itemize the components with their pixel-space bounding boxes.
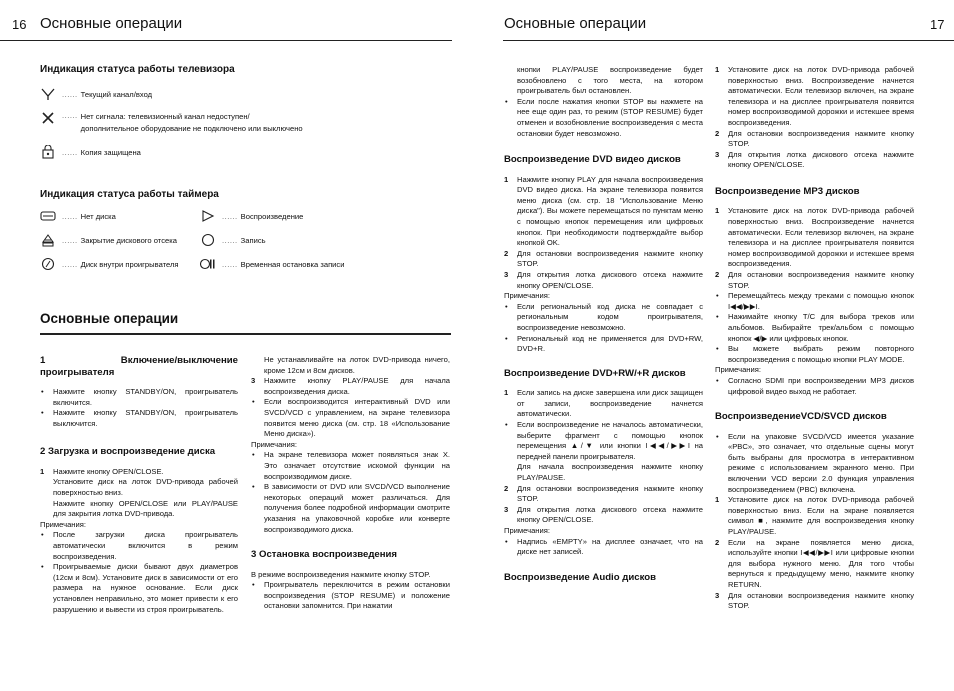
bullet-item: • Если на упаковке SVCD/VCD имеется указание «PBC», это означает, что отдельные сцены могут быть выбраны для просмотра в интерактивном режиме с использованием экранного меню. При включении VCD версии 2.0 функция управления воспроизведением (PBC) включена.: [715, 432, 914, 496]
tv-status-label: Нет сигнала: телевизионный канал недоступен/: [80, 112, 250, 121]
bullet-item: • Если воспроизводится интерактивный DVD или SVCD/VCD с управлением, на экране телевизора появится меню диска (см. стр. 18 «Использование Меню диска»).: [251, 397, 450, 439]
pause-record-icon: [200, 257, 216, 271]
left-page-number: 16: [12, 17, 27, 32]
left-page-title: Основные операции: [40, 15, 183, 32]
timer-status-label: Закрытие дискового отсека: [80, 235, 177, 245]
section-heading: Воспроизведение DVD видео дисков: [504, 154, 681, 166]
numbered-item: 3 Для открытия лотка дискового отсека нажмите кнопку OPEN/CLOSE.: [504, 270, 703, 290]
bullet-item: • Если воспроизведение не началось автоматически, выберите фрагмент с помощью кнопок перемещения ▲/▼ или кнопки I◀◀/▶▶I на передней панели проигрывателя.: [504, 420, 703, 462]
column-1: [40, 355, 238, 615]
bullet-item: • В зависимости от DVD или SVCD/VCD выполнение некоторых операций может различаться. Для получения более подробной информации смотрите указания на упаковочной коробке или конверте воспроизводимого диска.: [251, 482, 450, 535]
numbered-item: 3 Для остановки воспроизведения нажмите кнопку STOP.: [715, 590, 914, 611]
notes-label: Примечания:: [504, 525, 550, 535]
paragraph: кнопки PLAY/PAUSE воспроизведение будет возобновлено с того места, на котором проигрыватель был остановлен.: [517, 65, 703, 96]
numbered-item: 1 Установите диск на лоток DVD-привода рабочей поверхностью вниз. Воспроизведение начнется автоматически. Если телевизор включен, на экране телевизора и на дисплее проигрывателя появится номер воспроизводимой дорожки и истекшее время воспроизведения.: [715, 65, 914, 127]
play-icon: [200, 209, 216, 223]
tv-status-label: Текущий канал/вход: [80, 89, 153, 99]
tv-status-row: ...... Копия защищена: [40, 145, 141, 159]
bullet-item: • Вы можете выбрать режим повторного воспроизведения с помощью кнопки PLAY MODE.: [715, 344, 914, 365]
right-page-number: 17: [930, 17, 945, 32]
notes-label: Примечания:: [40, 519, 86, 529]
bullet-item: • Нажимайте кнопку T/C для выбора треков или альбомов. Выбирайте трек/альбом с помощью кнопок ◀/▶ или цифровых кнопок.: [715, 312, 914, 344]
tray-icon: [40, 209, 56, 223]
timer-status-label: Временная остановка записи: [240, 259, 345, 269]
numbered-item: 2 Для остановки воспроизведения нажмите кнопку STOP.: [504, 483, 703, 504]
numbered-item: 2 Для остановки воспроизведения нажмите кнопку STOP.: [504, 248, 703, 269]
section-heading: 3 Остановка воспроизведения: [251, 549, 398, 561]
timer-status-row: ...... Закрытие дискового отсека: [40, 233, 177, 247]
bullet-item: • Проигрываемые диски бывают двух диаметров (12см и 8см). Установите диск в зависимости от его размера на нужное основание. Если диск установлен неправильно, это может привести к его разрушению и вывести из строя проигрыватель.: [40, 562, 238, 615]
bullet-item: • Если после нажатия кнопки STOP вы нажмете на нее еще один раз, то режим (STOP RESUME) будет отменен и возобновление воспроизведения с места остановки будет невозможно.: [504, 97, 703, 139]
bullet-item: • Если региональный код диска не совпадает с региональным кодом проигрывателя, воспроизведение невозможно.: [504, 302, 703, 334]
numbered-item: 1 Установите диск на лоток DVD-привода рабочей поверхностью вниз. Если на экране появляется символ ■, нажмите для воспроизведения кнопку PLAY/PAUSE.: [715, 495, 914, 536]
numbered-item: 3 Для открытия лотка дискового отсека нажмите кнопку OPEN/CLOSE.: [504, 504, 703, 525]
timer-status-label: Диск внутри проигрывателя: [80, 259, 179, 269]
bullet-item: • Нажмите кнопку STANDBY/ON, проигрыватель выключится.: [40, 408, 238, 429]
timer-status-row: ...... Запись: [200, 233, 266, 247]
bullet-item: • Надпись «EMPTY» на дисплее означает, что на диске нет записей.: [504, 537, 703, 558]
numbered-item: 2 Если на экране появляется меню диска, используйте кнопки I◀◀/▶▶I или цифровые кнопки для выбора нужного меню. Для того чтобы вернуться к предыдущему меню, нажмите кнопку RETURN.: [715, 537, 914, 589]
timer-status-label: Запись: [240, 235, 266, 245]
left-header-rule: [0, 40, 452, 41]
bullet-item: • После загрузки диска проигрыватель автоматически включится в режим воспроизведения.: [40, 530, 238, 562]
tv-status-row: ...... Текущий канал/вход: [40, 87, 152, 101]
numbered-item: 1 Нажмите кнопку PLAY для начала воспроизведения DVD видео диска. На экране телевизора появится меню диска (см. стр. 18 "Использование Меню диска"). Вы можете перемещаться по пунктам меню с помощью кнопок перемещения или цифровых кнопок. При необходимости подтверждайте выбор кнопкой OK.: [504, 174, 703, 248]
paragraph: Нажмите кнопку OPEN/CLOSE или PLAY/PAUSE для закрытия лотка DVD-привода.: [53, 498, 238, 519]
tv-status-heading: Индикация статуса работы телевизора: [40, 64, 235, 75]
column-4: [715, 65, 914, 612]
right-page-title: Основные операции: [504, 15, 647, 32]
paragraph: Для начала воспроизведения нажмите кнопку PLAY/PAUSE.: [517, 462, 703, 482]
timer-status-label: Нет диска: [80, 211, 116, 221]
section-heading: ВоспроизведениеVCD/SVCD дисков: [715, 411, 887, 423]
paragraph: Установите диск на лоток DVD-привода рабочей поверхностью вниз.: [53, 477, 238, 498]
timer-status-label: Воспроизведение: [240, 211, 304, 221]
main-section-rule: [40, 333, 451, 335]
notes-label: Примечания:: [251, 439, 297, 449]
column-3: [504, 65, 703, 592]
timer-status-row: ...... Воспроизведение: [200, 209, 303, 223]
bullet-item: • Проигрыватель переключится в режим остановки воспроизведения (STOP RESUME) и положение остановки запомнится. При нажатии: [251, 580, 450, 612]
disc-icon: [40, 257, 56, 271]
tv-status-row: ...... Нет сигнала: телевизионный канал недоступен/ дополнительное оборудование не подключено или выключено: [40, 111, 303, 135]
timer-status-row: ...... Диск внутри проигрывателя: [40, 257, 179, 271]
bullet-item: • Нажмите кнопку STANDBY/ON, проигрыватель включится.: [40, 387, 238, 408]
numbered-item: 1 Установите диск на лоток DVD-привода рабочей поверхностью вниз. Воспроизведение начнется автоматически. Если телевизор включен, на экране телевизора и на дисплее проигрывателя появится номер воспроизводимой дорожки и истекшее время воспроизведения.: [715, 206, 914, 269]
section-heading: 1 Включение/выключение проигрывателя: [40, 355, 238, 378]
section-heading: 2 Загрузка и воспроизведение диска: [40, 446, 216, 458]
timer-status-row: ...... Временная остановка записи: [200, 257, 344, 271]
numbered-item: 2 Для остановки воспроизведения нажмите кнопку STOP.: [715, 128, 914, 149]
section-heading: Воспроизведение Audio дисков: [504, 571, 657, 583]
numbered-item: 1 Нажмите кнопку OPEN/CLOSE.: [40, 466, 164, 476]
timer-status-row: ...... Нет диска: [40, 209, 116, 223]
numbered-item: 3 Для открытия лотка дискового отсека нажмите кнопку OPEN/CLOSE.: [715, 149, 914, 170]
numbered-item: 3 Нажмите кнопку PLAY/PAUSE для начала воспроизведения диска.: [251, 376, 450, 396]
column-2: [251, 355, 450, 612]
section-heading: Воспроизведение DVD+RW/+R дисков: [504, 367, 686, 379]
tv-status-label-cont: дополнительное оборудование не подключено или выключено: [80, 124, 303, 133]
paragraph: Не устанавливайте на лоток DVD-привода ничего, кроме 12см и 8см дисков.: [264, 355, 450, 375]
bullet-item: • Согласно SDMI при воспроизведении MP3 дисков цифровой видео выход не работает.: [715, 376, 914, 397]
lock-icon: [40, 145, 56, 159]
section-heading: Воспроизведение MP3 дисков: [715, 185, 860, 197]
bullet-item: • Перемещайтесь между треками с помощью кнопок I◀◀/▶▶I.: [715, 291, 914, 312]
eject-icon: [40, 233, 56, 247]
tv-status-label: Копия защищена: [80, 147, 141, 157]
antenna-icon: [40, 87, 56, 101]
timer-status-heading: Индикация статуса работы таймера: [40, 189, 219, 200]
numbered-item: 2 Для остановки воспроизведения нажмите кнопку STOP.: [715, 270, 914, 290]
right-header-rule: [503, 40, 954, 41]
numbered-item: 1 Если запись на диске завершена или диск защищен от записи, воспроизведение начнется автоматически.: [504, 388, 703, 419]
main-section-title: Основные операции: [40, 311, 179, 326]
bullet-item: • Региональный код не применяется для DVD+RW, DVD+R.: [504, 334, 703, 355]
no-signal-icon: [40, 111, 56, 125]
notes-label: Примечания:: [715, 365, 761, 375]
record-icon: [200, 233, 216, 247]
paragraph: В режиме воспроизведения нажмите кнопку STOP.: [251, 569, 431, 579]
bullet-item: • На экране телевизора может появляться знак X. Это означает отсутствие искомой функции на воспроизводимом диске.: [251, 450, 450, 482]
notes-label: Примечания:: [504, 291, 550, 301]
